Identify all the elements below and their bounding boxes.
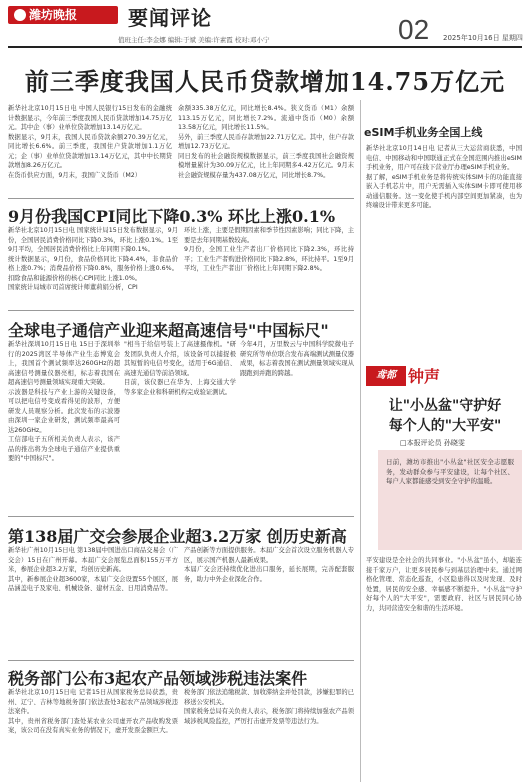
divider-tax [8,660,354,661]
column-divider [360,100,361,782]
page-number: 02 [398,14,430,45]
telecom-para-5: 目前，该仪器已在华为、上海交通大学等多家企业和科研机构完成验证测试。 [124,379,236,396]
telecom-body-col3 [240,340,354,500]
cpi-body-col2 [184,226,354,308]
lead-para-5: 另外，前三季度人民币存款增加22.71万亿元。其中，住户存款增加12.73万亿元。 [178,133,354,150]
telecom-body-col2 [124,340,236,500]
cpi-para-5: 9月份，全国工业生产者出厂价格同比下降2.3%，环比持平；工业生产者购进价格同比下降2.8%，环比持平。1至9月平均，工业生产者出厂价格比上年同期下降2.8%。 [184,246,354,272]
cpi-para-1: 新华社北京10月15日电 国家统计局15日发布数据显示，9月份，全国居民消费价格同比下降0.3%，环比上涨0.1%。1至9月平均，全国居民消费价格比上年同期下降0.1%。 [8,227,178,253]
logo-circle-icon [14,9,26,21]
lead-para-6: 同日发布的社会融资规模数据显示，前三季度我国社会融资规模增量累计为30.09万亿元，比上年同期多4.42万亿元。9月末社会融资规模存量为437.08万亿元，同比增长8.7%。 [178,152,354,179]
section-title: 要闻评论 [128,6,212,30]
lead-headline: 前三季度我国人民币贷款增加14.75万亿元 [24,67,506,96]
canton-para-2: 其中，新参展企业超3600家，本届广交会设置55个展区，展品涵盖电子及家电、机械设备、建材五金、日用消费品等。 [8,575,178,592]
canton-para-1: 新华社广州10月15日电 第138届中国进出口商品交易会（广交会）15日在广州开幕。本届广交会展览总面积155万平方米，参展企业超3.2万家，均创历史新高。 [8,547,178,573]
commentary-body [366,556,522,776]
canton-para-3: 产品创新等方面提供服务。本届广交会首次设立服务机器人专区，展示国产机器人最新成果。 [184,547,354,564]
esim-headline: eSIM手机业务全国上线 [364,126,483,139]
telecom-para-1: 新华社深圳10月15日电 15日于深圳举行的2025湾区半导体产业生态博览会上，我国首个测试频率达260GHz的超高速信号测量仪器亮相，标志着我国在超高速信号测量领域实现重大突破。 [8,341,120,386]
cpi-para-3: 国家统计局城市司首席统计师董莉娟分析，CPI [8,284,138,291]
canton-para-4: 本届广交会还持续优化进出口服务，延长展期，完善配套服务，助力中外企业深化合作。 [184,566,354,583]
tax-body-col1 [8,688,178,780]
commentary-summary: 日前，潍坊市推出"小丛盆"社区安全志愿服务，发动群众参与平安建设，让每个社区、每户人家都能感受到安全守护的温暖。 [386,458,514,485]
commentary-para: 平安建设是全社会的共同事业。"小丛盆"虽小，却能连接千家万户，让更多居民参与到基层治理中来。通过网格化管理、常态化巡查，小区隐患得以及时发现、及时处置，居民的安全感、幸福感不断提升。"小丛盆"守护好每个人的"大平安"，需要政府、社区与居民同心协力，共同营造安全和谐的生活环境。 [366,557,522,612]
esim-body [366,144,522,264]
telecom-para-2: 示波器是科技与产业上游的关键设备，可以把电信号变成看得见的波形，方便研发人员观察分析。此次发布的示波器由深圳一家企业研发，测试频率最高可达260GHz。 [8,388,120,434]
lead-para-4: 余额335.38万亿元，同比增长8.4%。狭义货币（M1）余额113.15万亿元，同比增长7.2%。流通中货币（M0）余额13.58万亿元，同比增长11.5%。 [178,105,354,131]
canton-headline: 第138届广交会参展企业超3.2万家 创历史新高 [8,527,347,546]
tax-para-1: 新华社北京10月15日电 记者15日从国家税务总局获悉，贵州、辽宁、吉林等地税务部门依法查处3起农产品领域涉税违法案件。 [8,689,178,715]
lead-para-1: 新华社北京10月15日电 中国人民银行15日发布的金融统计数据显示，今年前三季度我国人民币贷款增加14.75万亿元。其中企（事）业单位贷款增加13.14万亿元。 [8,105,172,131]
commentary-headline: 让"小丛盆"守护好 每个人的"大平安" [388,398,502,434]
cpi-para-4: 环比上涨，主要是假期因素和季节性因素影响；同比下降，主要是去年同期基数较高。 [184,227,354,244]
lead-para-3: 在货币供应方面，9月末，我国广义货币（M2） [8,171,142,179]
divider-canton [8,516,354,517]
editors-line: 值班主任:李金娜 编辑:于斌 美编:许素霞 校对:邓小宁 [118,36,270,44]
lead-para-2: 数据显示，9月末，我国人民币贷款余额270.39万亿元，同比增长6.6%。前三季度，我国住户贷款增加1.1万亿元；企（事）业单位贷款增加13.14万亿元，其中中长期贷款增加8.26万亿元。 [8,133,172,169]
commentary-summary-box [378,450,522,550]
commentary-author: □本报评论员 孙晓雯 [400,439,465,447]
divider-cpi [8,198,354,199]
canton-body-col1 [8,546,178,658]
telecom-headline: 全球电子通信产业迎来超高速信号"中国标尺" [8,321,329,340]
esim-para-1: 新华社北京10月14日电 记者从三大运营商获悉，中国电信、中国移动和中国联通正式在全国范围内推出eSIM手机业务，用户可在线下营业厅办理eSIM手机业务。 [366,145,522,171]
page-date: 2025年10月16日 星期四 [443,34,523,42]
telecom-body-col1 [8,340,120,500]
masthead [0,0,530,48]
cpi-headline: 9月份我国CPI同比下降0.3% 环比上涨0.1% [8,207,336,226]
telecom-para-6: 今年4月，万里数云与中国科学院微电子研究所等单位联合发布高端测试测量仪器成果，标志着我国在测试测量领域实现从跟跑到并跑的跨越。 [240,341,354,377]
tax-para-3: 税务部门依法追缴税款、加收滞纳金并处罚款，涉嫌犯罪的已移送公安机关。 [184,689,354,706]
cpi-para-2: 统计数据显示，9月份，食品价格同比下降4.4%，非食品价格上涨0.7%；消费品价格下降0.8%，服务价格上涨0.6%。扣除食品和能源价格的核心CPI同比上涨1.0%。 [8,255,178,282]
cpi-body-col1 [8,226,178,308]
telecom-para-4: "相当于给信号装上了高速摄像机。"研发团队负责人介绍，该设备可以捕捉极其短暂的电信号变化，适用于6G通信、高速光通信等前沿领域。 [124,341,236,377]
divider-telecom [8,310,354,311]
newspaper-logo [8,6,118,24]
masthead-rule [8,46,522,48]
esim-para-2: 据了解，eSIM手机业务是将传统实体SIM卡的功能直接嵌入手机芯片中，用户无需插入实体SIM卡即可使用移动通信服务。这一变化使手机内部空间更加紧凑，也为终端设计带来更多可能。 [366,173,522,209]
commentary-banner-badge: 鸢都 [366,366,406,386]
canton-body-col2 [184,546,354,658]
logo-text: 潍坊晚报 [29,8,78,22]
tax-para-4: 国家税务总局有关负责人表示，税务部门将持续加强农产品领域涉税风险监控，严厉打击虚开发票等违法行为。 [184,708,354,725]
telecom-para-3: 工信部电子五所相关负责人表示，该产品的推出将为全球电子通信产业提供重要的"中国标尺"。 [8,436,120,462]
tax-para-2: 其中，贵州省税务部门查处某农业公司虚开农产品收购发票案，该公司在没有真实业务的情况下，虚开发票金额巨大。 [8,717,178,734]
commentary-banner-text: 钟声 [408,367,441,386]
tax-body-col2 [184,688,354,780]
tax-headline: 税务部门公布3起农产品领域涉税违法案件 [8,669,308,688]
